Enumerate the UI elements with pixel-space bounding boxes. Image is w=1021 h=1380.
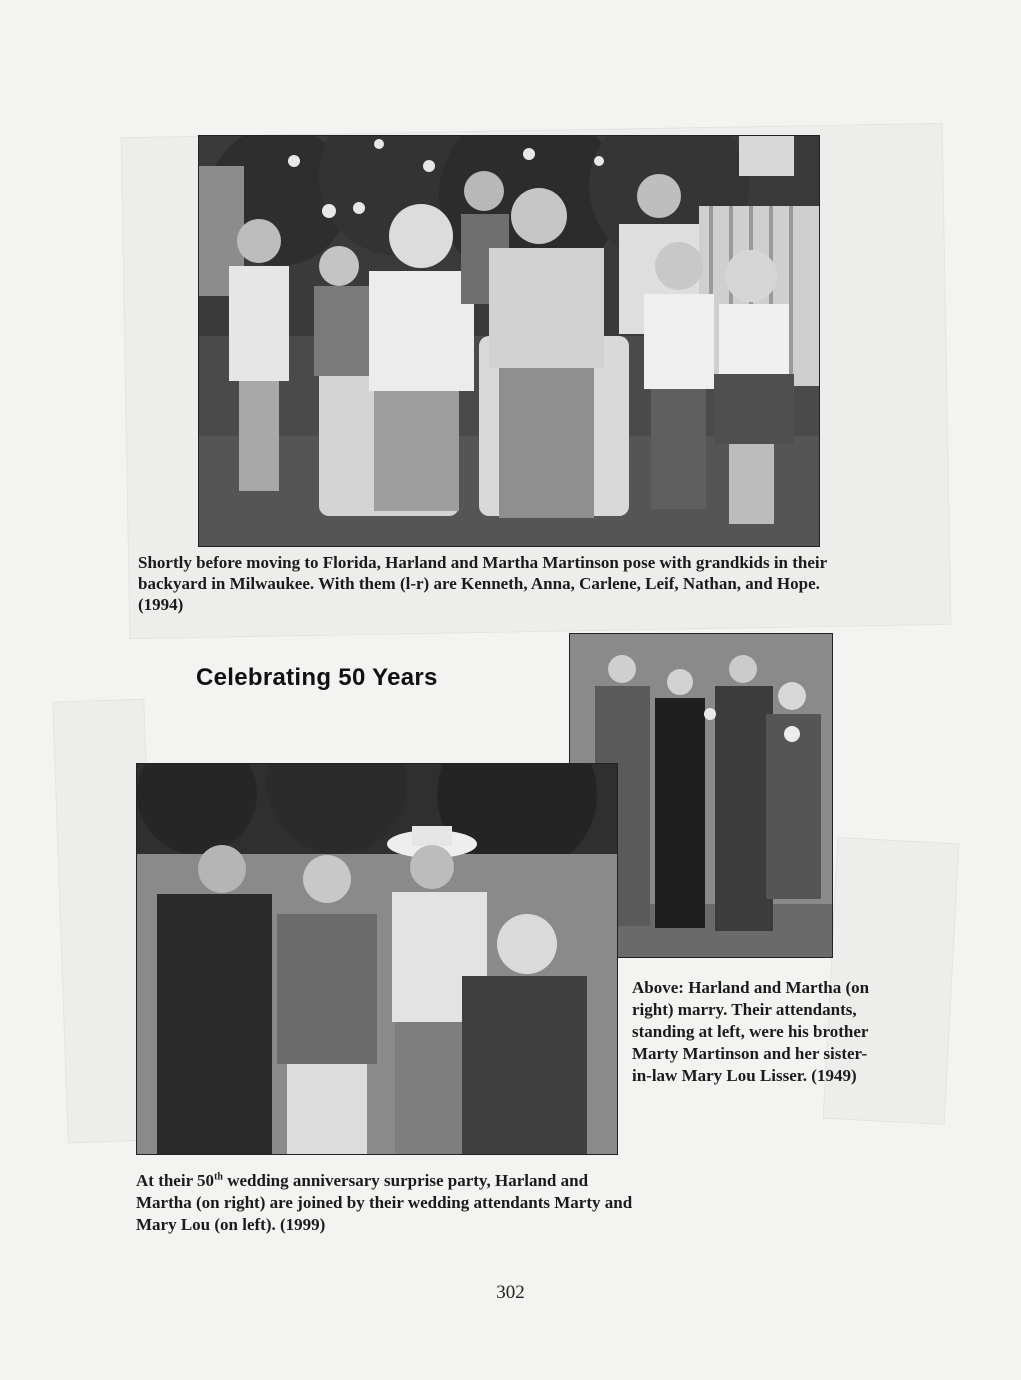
grandkids-photo (198, 135, 820, 547)
anniversary-photo (136, 763, 618, 1155)
grandkids-photo-image (199, 136, 819, 546)
anniversary-caption-superscript: th (214, 1171, 223, 1183)
anniversary-photo-image (137, 764, 617, 1154)
anniversary-caption-part1: At their 50 (136, 1171, 215, 1190)
wedding-photo-caption: Above: Harland and Martha (on right) marry. Their attendants, standing at left, were his brother Marty Martinson and her sister-in-law Mary Lou Lisser. (1949) (632, 978, 870, 1085)
anniversary-caption-part2: wedding anniversary surprise party, Harland and Martha (on right) are joined by their wedding attendants Marty and Mary Lou (on left). (1999) (136, 1171, 633, 1234)
grandkids-photo-caption: Shortly before moving to Florida, Harland and Martha Martinson pose with grandkids in their backyard in Milwaukee. With them (l-r) are Kenneth, Anna, Carlene, Leif, Nathan, and Hope. (1994) (138, 553, 827, 614)
section-heading: Celebrating 50 Years (196, 664, 438, 691)
anniversary-photo-caption (136, 1170, 636, 1236)
page-number: 302 (496, 1282, 525, 1303)
